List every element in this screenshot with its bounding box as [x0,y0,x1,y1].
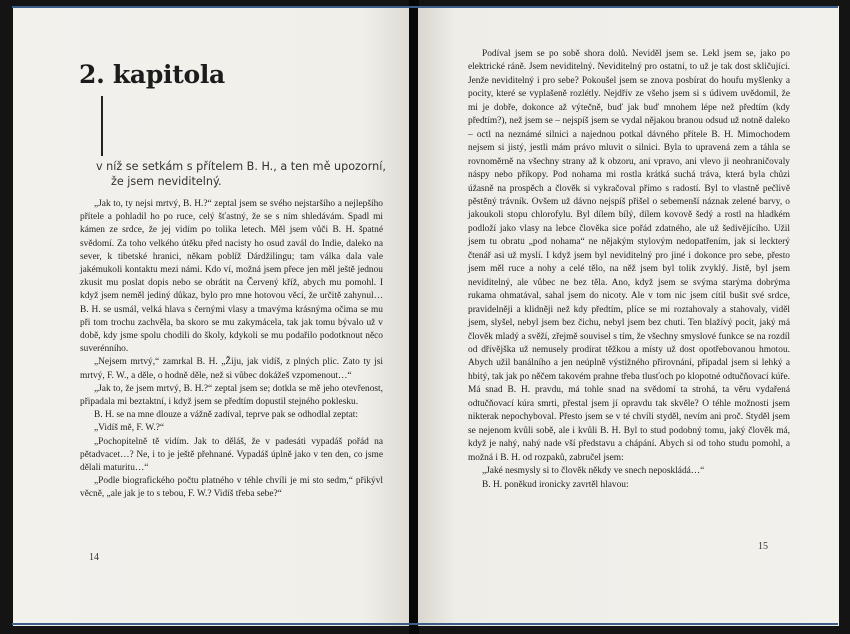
paragraph: „Jak to, ty nejsi mrtvý, B. H.?“ zeptal jsem se svého nejstaršího a nejlepšího přítele a pohladil ho po ruce, celý šťastný, že se s ním shledávám. Spadl mi kámen ze srdce, že jej vidím po tolika letech. Měl jsem vůči B. H. špatné svědomí. Za toho velkého útěku před nacisty ho osud zavál do Indie, daleko na sever, k tibetské hranici, někam poblíž Dárdžilingu; tam válka dala vale jakémukoli kontaktu mezi námi. Kdo ví, možná jsem přece jen měl ještě jednou zkusit mu poslat dopis nebo se obrátit na Červený kříž, abych mu pomohl. I když jsem neměl jediný důkaz, bylo pro mne hotovou věcí, že určitě zahynul… B. H. se usmál, velká hlava s černými vlasy a tmavýma krásnýma očima se mu při tom trochu zachvěla, ba skoro se mu zakymácela, tak jak tomu bývalo už v době, kdy jsme spolu chodili do školy, kdykoli se mu podařilo podotknout něco suverénního. [80,199,383,355]
chapter-title: 2. kapitola [79,60,225,89]
paragraph: „Pochopitelně tě vidím. Jak to děláš, že v padesáti vypadáš pořád na pětadvacet…? Ne, i to je ještě přehnané. Vypadáš úplně jako v ten den, co jsme dělali maturitu…“ [80,436,383,474]
paragraph: „Vidíš mě, F. W.?“ [94,423,165,434]
paragraph: „Nejsem mrtvý,“ zamrkal B. H. „Žiju, jak vidíš, z plných plic. Zato ty jsi mrtvý, F. W., a děle, o hodně děle, než si vůbec dokážeš vzpomenout…“ [80,357,383,381]
paragraph: „Podle biografického počtu platného v téhle chvíli je mi sto sedm,“ přikývl věcně, „ale jak je to s tebou, F. W.? Vidíš třeba sebe?“ [80,476,383,500]
cover-edge-bottom [12,623,838,625]
title-rule [101,96,103,156]
right-page [418,6,839,626]
page-number-left: 14 [89,552,99,563]
paragraph: B. H. se na mne dlouze a vážně zadíval, teprve pak se odhodlal zeptat: [94,410,358,421]
page-number-right: 15 [758,541,768,552]
paragraph: „Jak to, že jsem mrtvý, B. H.?“ zeptal jsem se; dotkla se mě jeho otevřenost, připadala mi beztaktní, i když jsem se předtím dopustil stejného poklesku. [80,383,383,408]
paragraph: Podíval jsem se po sobě shora dolů. Neviděl jsem se. Lekl jsem se, jako po elektrické ráně. Jsem neviditelný. Neviditelný pro ostatní, to už je tak dost skličující. Jenže neviditelný i pro sebe? Pokoušel jsem se znova posbírat do houfu myšlenky a pocity, které se vyplašeně rozlétly. Nejdřív ze všeho jsem si s údivem uvědomil, že mi je dobře, dokonce až výtečně, buď jak buď mnohem lépe než předtím (kdy předtím?), než jsem se – nejspíš jsem se vydal nějakou branou odsud už notně daleko – octl na neznámé silnici a najednou potkal dávného přítele B. H. Mimochodem nejsem si jistý, jestli mám právo mluvit o silnici. Byla to upravená zem a táhla se rovnoměrně na všechny strany až k obzoru, ani vpravo, ani vlevo ji neohraničovaly náspy nebo příkopy. Pod nohama mi rostla krátká suchá tráva, která byla chůzi úžasně na prospěch a člověk si vykračoval přímo s radostí. Byl to vlastně pečlivě pěstěný trávník. Ovšem už dávno nejspíš přišel o sebemenší náznak zelené barvy, o jakoukoli stopu chlorofylu. Byl dílem bílý, dílem kovově šedý a rostl na hladkém podloží jako vlasy na lebce člověka sice pořád zdatného, ale už šedivějícího. Užil jsem tu obratu „pod nohama“ ne nějakým stylovým nedopatřením, jak si leckterý čtenář asi už myslí. I když jsem byl neviditelný pro jiné i dokonce pro sebe, přesto jsem měl ruce a nohy a celé tělo, na něž jsem byl tolik zvyklý. Jistě, byl jsem neviditelný, ale vůbec ne bez těla. Ano, když jsem se svýma starýma dobrýma rukama ohmatával, sahal jsem do nicoty. Ale v tom nic jsem cítil bušit své srdce, pravidelněji a klidněji než kdy předtím, plíce se mi roztahovaly a stahovaly, viděl jsem, slyšel, nebyl jsem bez čichu, nebyl jsem bez chuti. Ten blažívý pocit, jaký má člověk mladý a svěží, zřejmě souvisel s tím, že všechny smyslové funkce se na rozdíl od dřívějška už nemusely prodírat těžkou a místy už dost opotřebovanou hmotou. Abych užil banálního a jen neúplně výstižného přirovnání, připadal jsem si lehký a hbitý, tak jak po něčem takovém prahne třeba tlusťoch po klopotné odtučňovací kúře. Má snad B. H. pravdu, má tohle snad na svědomí ta strohá, ta věru vydařená odtučňovací kúra smrti, přestal jsem jí opravdu tak skvěle? O téhle možnosti jsem nikterak nepochyboval. Přesto jsem se v té chvíli styděl, nevím ani proč. Styděl jsem se nejenom kvůli sobě, ale i kvůli B. H. Byl to stud podobný tomu, jaký člověk má, když je nahý, nahý nade vší představu a chápání. Abych si od toho studu pomohl, a možná i B. H. od rozpaků, zabručel jsem: [468,49,790,463]
right-body-text [468,48,790,492]
left-body-text [80,198,383,502]
subtitle-line-1: v níž se setkám s přítelem B. H., a ten mě upozorní, [96,160,386,173]
subtitle-line-2: že jsem neviditelný. [111,175,222,188]
left-page [13,6,410,626]
paragraph: B. H. poněkud ironicky zavrtěl hlavou: [482,479,629,490]
chapter-subtitle [96,159,396,189]
paragraph: „Jaké nesmysly si to člověk někdy ve snech neposkládá…“ [482,466,705,477]
cover-edge-top [12,6,838,8]
